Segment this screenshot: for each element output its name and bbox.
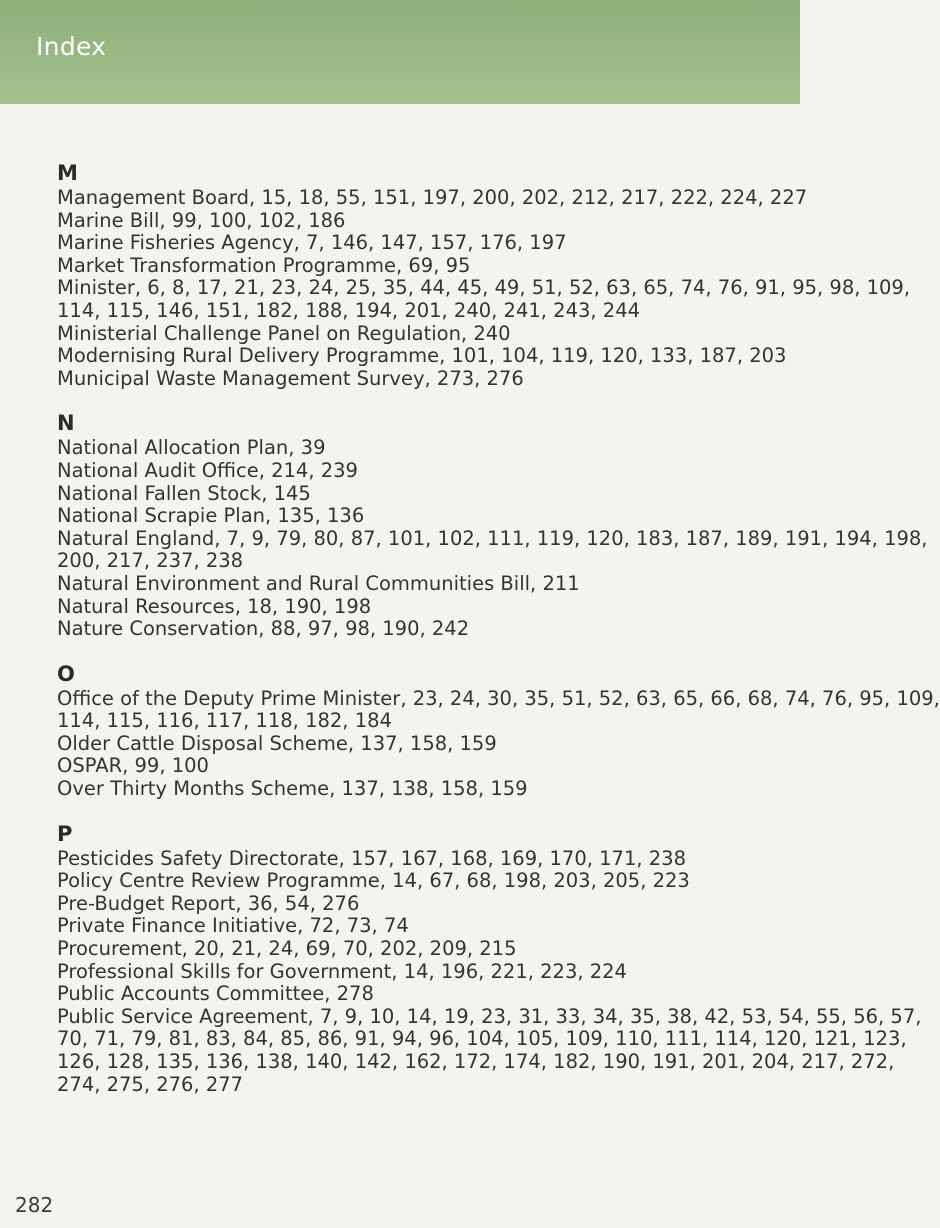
index-entry-line: Over Thirty Months Scheme, 137, 138, 158, 159 <box>57 777 528 801</box>
section-letter: O <box>57 661 75 686</box>
index-entry-line: 200, 217, 237, 238 <box>57 549 244 573</box>
index-entry-line: Market Transformation Programme, 69, 95 <box>57 253 471 277</box>
index-header-band <box>0 0 800 104</box>
section-letter: N <box>57 411 75 436</box>
index-entry-line: Ministerial Challenge Panel on Regulation, 240 <box>57 321 511 345</box>
index-entry-line: Marine Bill, 99, 100, 102, 186 <box>57 208 346 232</box>
index-section-m <box>57 160 911 390</box>
index-entry-line: National Scrapie Plan, 135, 136 <box>57 504 365 528</box>
index-entry-line: Natural Resources, 18, 190, 198 <box>57 594 372 618</box>
index-entry-line: Modernising Rural Delivery Programme, 101, 104, 119, 120, 133, 187, 203 <box>57 344 787 368</box>
index-entry-line: Professional Skills for Government, 14, 196, 221, 223, 224 <box>57 959 627 983</box>
index-entry-line: National Audit Office, 214, 239 <box>57 458 358 482</box>
index-section-o <box>57 661 940 801</box>
index-entry-line: National Fallen Stock, 145 <box>57 481 311 505</box>
page-number: 282 <box>15 1193 54 1217</box>
index-entry-line: Public Accounts Committee, 278 <box>57 982 374 1006</box>
index-entry-line: Nature Conservation, 88, 97, 98, 190, 242 <box>57 617 470 641</box>
index-entry-line: Marine Fisheries Agency, 7, 146, 147, 157, 176, 197 <box>57 231 567 255</box>
index-entry-line: Natural England, 7, 9, 79, 80, 87, 101, 102, 111, 119, 120, 183, 187, 189, 191, 194, 198, <box>57 526 928 550</box>
index-entry-line: 114, 115, 116, 117, 118, 182, 184 <box>57 709 392 733</box>
index-entry-line: OSPAR, 99, 100 <box>57 754 209 778</box>
index-entry-line: Management Board, 15, 18, 55, 151, 197, 200, 202, 212, 217, 222, 224, 227 <box>57 186 808 209</box>
section-letter: M <box>57 161 78 185</box>
index-entry-line: Pre-Budget Report, 36, 54, 276 <box>57 891 360 915</box>
index-entry-line: Policy Centre Review Programme, 14, 67, 68, 198, 203, 205, 223 <box>57 869 690 893</box>
index-entry-line: Older Cattle Disposal Scheme, 137, 158, 159 <box>57 731 497 755</box>
section-letter: P <box>57 821 73 846</box>
index-content <box>57 160 940 1116</box>
index-section-n <box>57 410 928 641</box>
index-entry-line: Minister, 6, 8, 17, 21, 23, 24, 25, 35, 44, 45, 49, 51, 52, 63, 65, 74, 76, 91, 95, 98, 109, <box>57 276 911 300</box>
index-entry-line: Pesticides Safety Directorate, 157, 167, 168, 169, 170, 171, 238 <box>57 846 686 870</box>
index-entry-line: Public Service Agreement, 7, 9, 10, 14, 19, 23, 31, 33, 34, 35, 38, 42, 53, 54, 55, 56, 57, <box>57 1004 922 1028</box>
index-title: Index <box>36 32 107 61</box>
index-entry-line: 114, 115, 146, 151, 182, 188, 194, 201, 240, 241, 243, 244 <box>57 298 641 322</box>
index-entry-line: Private Finance Initiative, 72, 73, 74 <box>57 914 409 938</box>
index-entry-line: 126, 128, 135, 136, 138, 140, 142, 162, 172, 174, 182, 190, 191, 201, 204, 217, 272, <box>57 1050 895 1073</box>
index-entry-line: Procurement, 20, 21, 24, 69, 70, 202, 209, 215 <box>57 937 517 961</box>
index-section-p <box>57 821 922 1097</box>
index-entry-line: 274, 275, 276, 277 <box>57 1072 244 1096</box>
index-entry-line: National Allocation Plan, 39 <box>57 436 326 460</box>
index-entry-line: 70, 71, 79, 81, 83, 84, 85, 86, 91, 94, 96, 104, 105, 109, 110, 111, 114, 120, 121, 123, <box>57 1027 907 1051</box>
index-entry-line: Municipal Waste Management Survey, 273, 276 <box>57 366 524 390</box>
index-entry-line: Natural Environment and Rural Communities Bill, 211 <box>57 571 580 595</box>
index-entry-line: Office of the Deputy Prime Minister, 23, 24, 30, 35, 51, 52, 63, 65, 66, 68, 74, 76, 95, 109, <box>57 686 940 710</box>
